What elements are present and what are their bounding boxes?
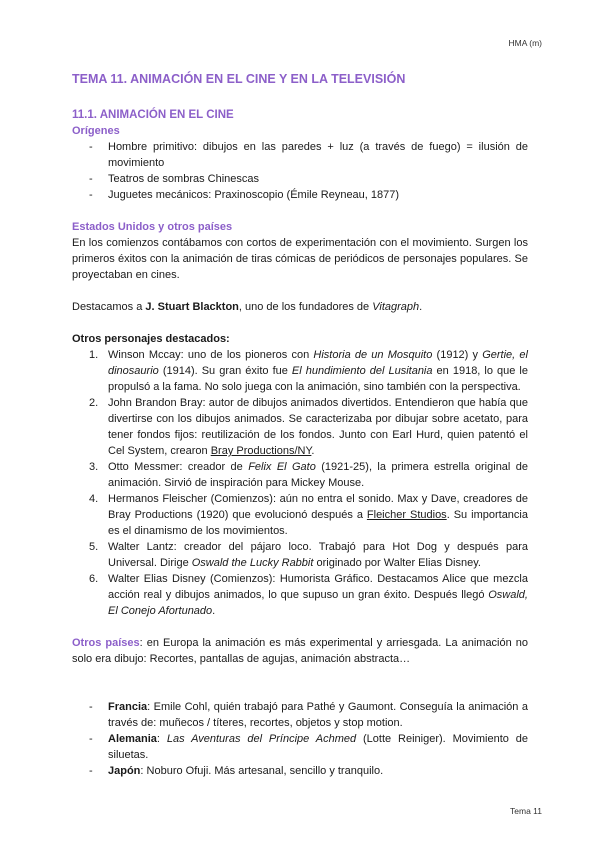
- blackton-paragraph: Destacamos a J. Stuart Blackton, uno de los fundadores de Vitagraph.: [72, 301, 423, 313]
- document-body: [72, 70, 528, 779]
- list-item: - Alemania: Las Aventuras del Príncipe Achmed (Lotte Reiniger). Movimiento de siluetas.: [72, 731, 528, 763]
- list-item: 2. John Brandon Bray: autor de dibujos animados divertidos. Entendieron que había que divertirse con los dibujos animados. Se caracterizaba por dibujar sobre acetato, para tener fondos fijos: reutilización de los fondos. Junto con Earl Hurd, quien patentó el Cel System, crearon Bray Productions/NY.: [89, 397, 528, 457]
- countries-list: [72, 699, 528, 779]
- bray-productions-link[interactable]: Bray Productions/NY: [210, 445, 312, 457]
- list-item: - Francia: Emile Cohl, quién trabajó para Pathé y Gaumont. Conseguía la animación a través de: muñecos / títeres, recortes, objetos y stop motion.: [72, 699, 528, 731]
- list-item: - Hombre primitivo: dibujos en las paredes + luz (a través de fuego) = ilusión de movimiento: [72, 139, 528, 171]
- list-item: 6. Walter Elias Disney (Comienzos): Humorista Gráfico. Destacamos Alice que mezcla acción real y dibujos animados, lo que supuso un gran éxito. Después llegó Oswald, El Conejo Afortunado.: [89, 573, 528, 617]
- list-item: 3. Otto Messmer: creador de Felix El Gato (1921-25), la primera estrella original de animación. Sirvió de inspiración para Mickey Mouse.: [89, 461, 529, 489]
- list-item: 5. Walter Lantz: creador del pájaro loco. Trabajó para Hot Dog y después para Universal. Dirige Oswald the Lucky Rabbit originado por Walter Elias Disney.: [89, 541, 528, 569]
- usa-paragraph: En los comienzos contábamos con cortos de experimentación con el movimiento. Surgen los primeros éxitos con la animación de tiras cómicas de periódicos de personajes populares. Se proyectaban en cines.: [72, 237, 528, 281]
- usa-heading: Estados Unidos y otros países: [72, 221, 233, 233]
- section-title: 11.1. ANIMACIÓN EN EL CINE: [72, 109, 234, 121]
- origins-heading: Orígenes: [72, 125, 120, 137]
- page-footer: Tema 11: [510, 806, 542, 816]
- list-item: 4. Hermanos Fleischer (Comienzos): aún no entra el sonido. Max y Dave, creadores de Bray Productions (1920) que evolucionó después a Fleicher Studios. Su importancia es el dinamismo de los movimientos.: [89, 493, 528, 537]
- other-countries-paragraph: Otros países: en Europa la animación es más experimental y arriesgada. La animación no solo era dibujo: Recortes, pantallas de agujas, animación abstracta…: [72, 637, 529, 665]
- list-item: 1. Winson Mccay: uno de los pioneros con Historia de un Mosquito (1912) y Gertie, el dinosaurio (1914). Su gran éxito fue El hundimiento del Lusitania en 1918, lo que le propulsó a la fama. No solo juega con la animación, sino también con la perspectiva.: [89, 349, 528, 393]
- others-list: [72, 347, 528, 619]
- others-heading: Otros personajes destacados:: [72, 333, 230, 345]
- fleicher-studios-link[interactable]: Fleicher Studios: [366, 509, 447, 521]
- origins-list: [72, 139, 528, 203]
- list-item: - Teatros de sombras Chinescas: [72, 171, 528, 187]
- chapter-title: TEMA 11. ANIMACIÓN EN EL CINE Y EN LA TELEVISIÓN: [72, 72, 406, 86]
- header-code: HMA (m): [508, 38, 542, 48]
- list-item: - Japón: Noburo Ofuji. Más artesanal, sencillo y tranquilo.: [72, 763, 528, 779]
- list-item: - Juguetes mecánicos: Praxinoscopio (Émile Reyneau, 1877): [72, 187, 528, 203]
